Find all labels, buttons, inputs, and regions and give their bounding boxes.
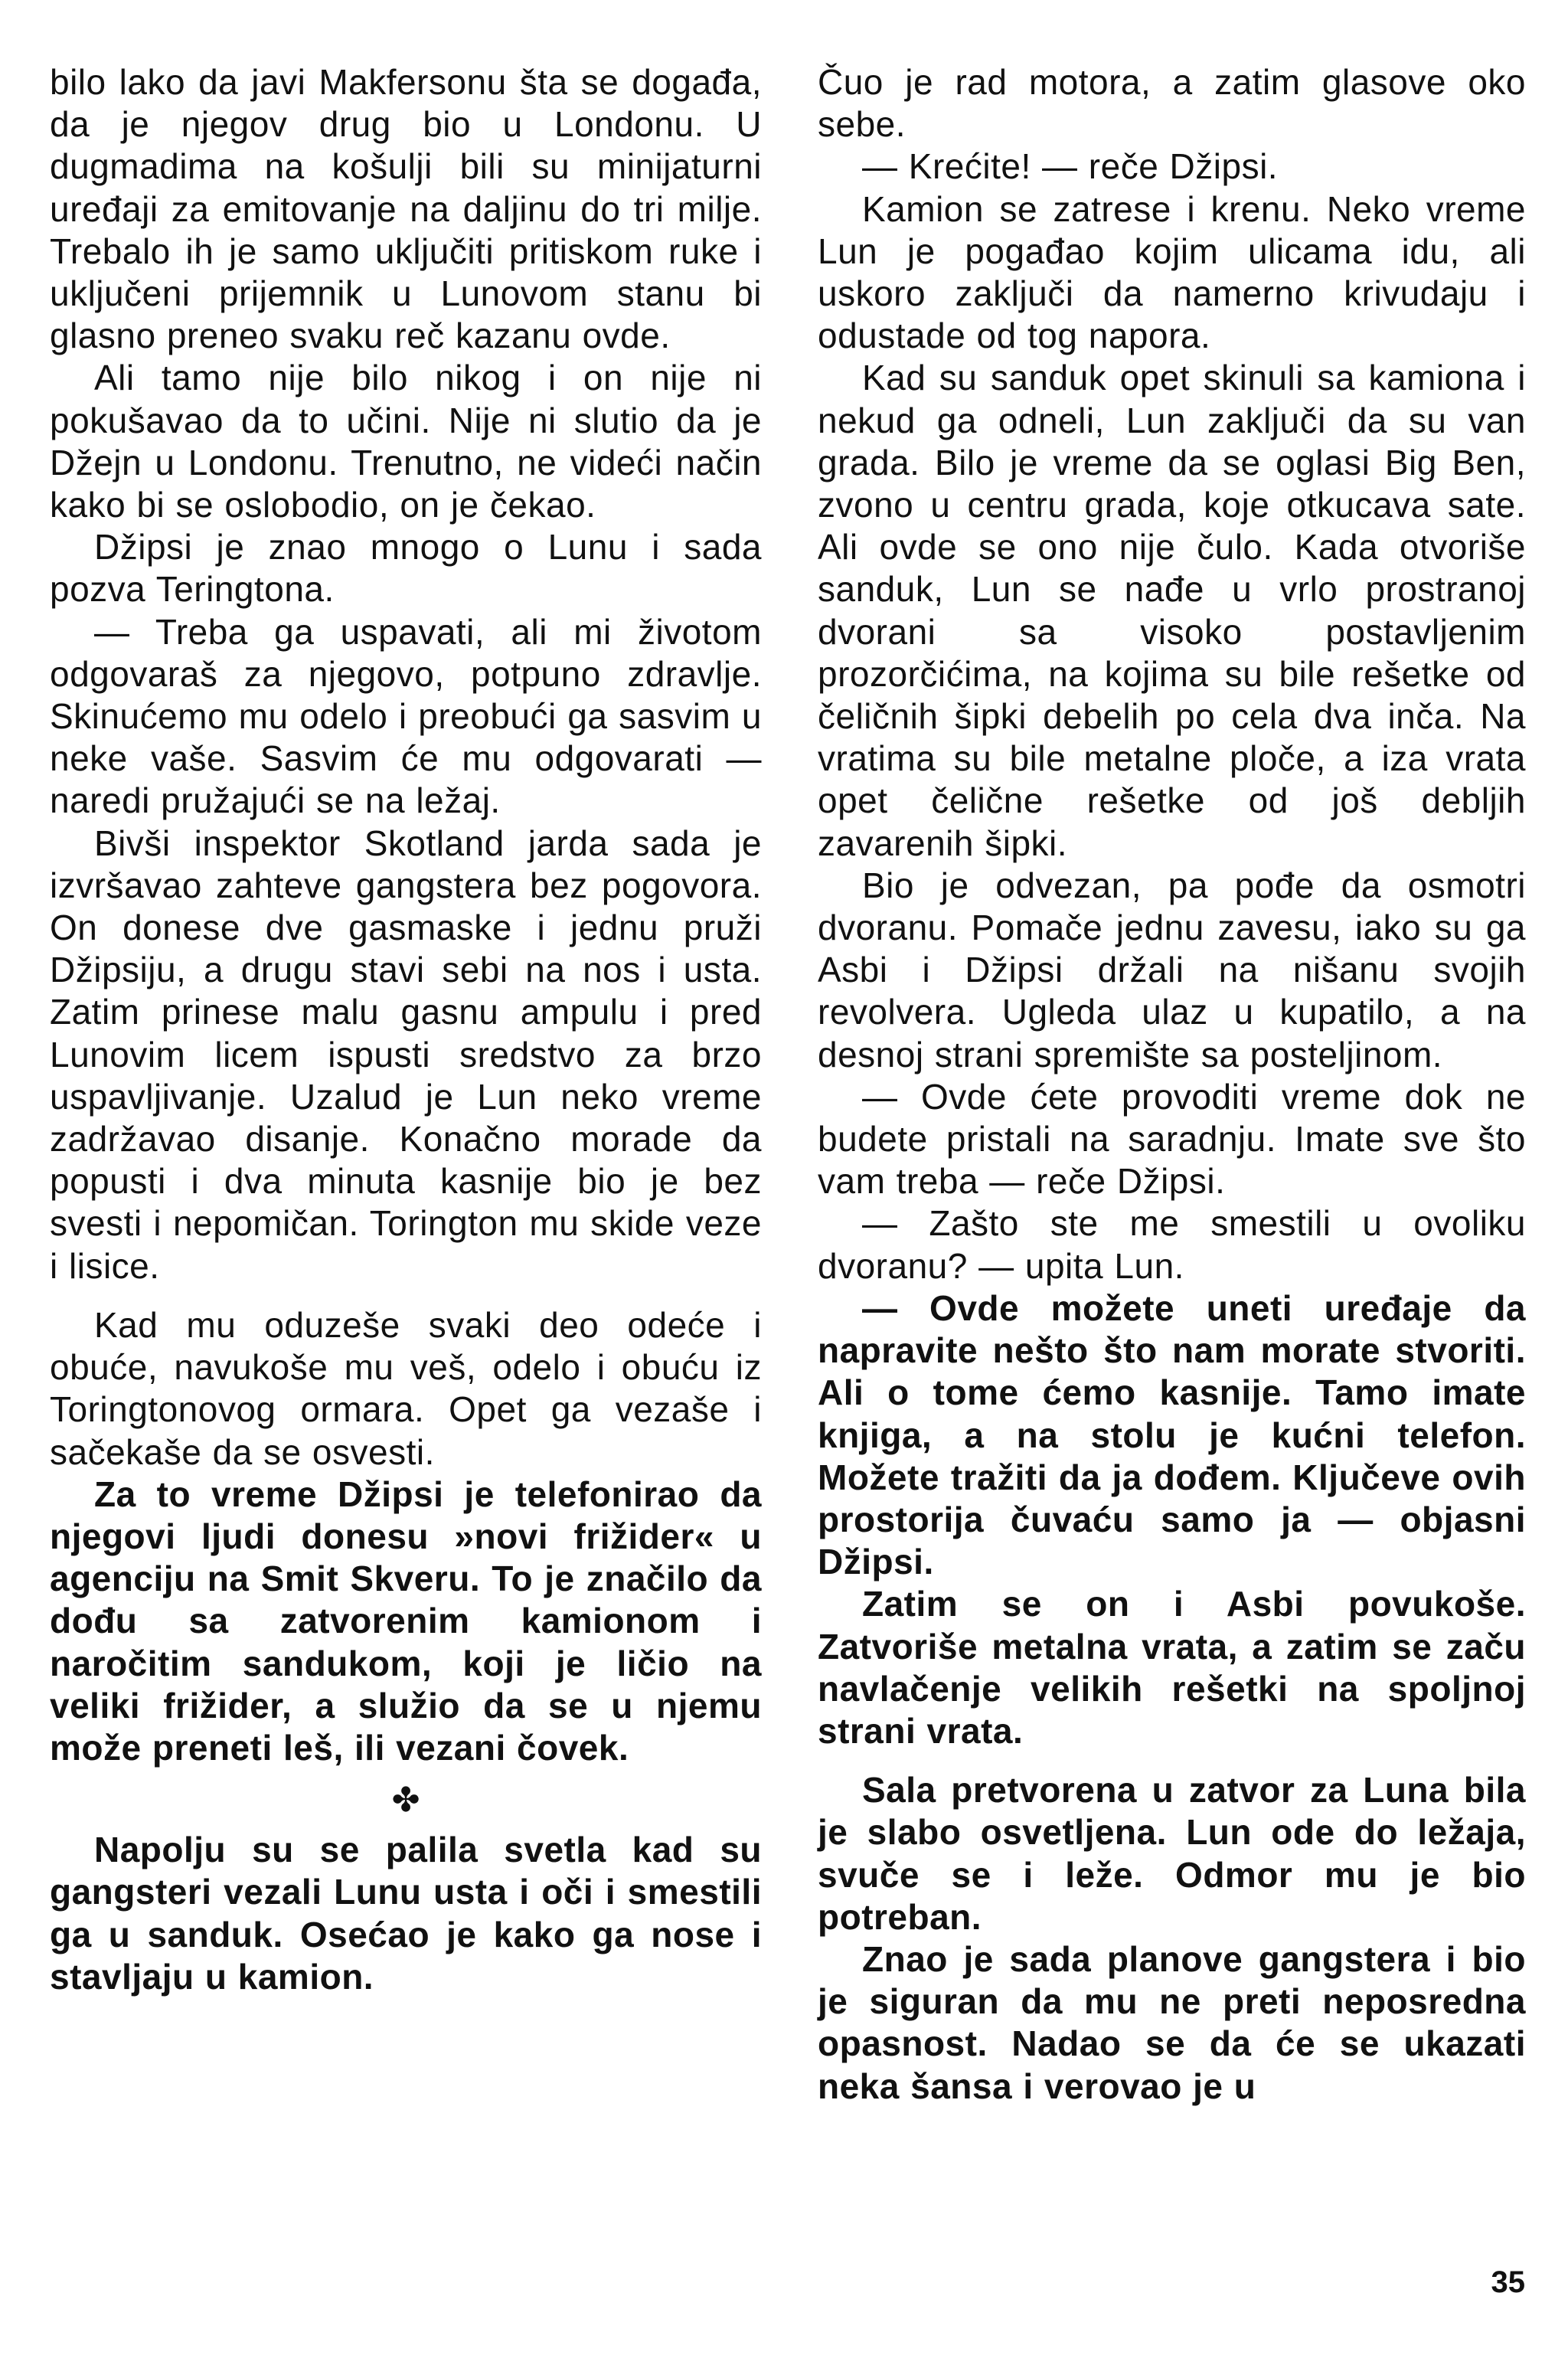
paragraph: Za to vreme Džipsi je telefonirao da njegovi ljudi donesu »novi frižider« u agenciju na Smit Skveru. To je značilo da dođu sa zatvorenim kamionom i naročitim sandukom, koji je ličio na veliki frižider, a služio da se u njemu može preneti leš, ili vezani čovek. [50, 1474, 762, 1768]
paragraph: Zatim se on i Asbi povukoše. Zatvoriše metalna vrata, a zatim se začu navlačenje velikih rešetki na spoljnoj strani vrata. [818, 1584, 1526, 1751]
paragraph: — Krećite! — reče Džipsi. [862, 146, 1279, 187]
paragraph: Kamion se zatrese i krenu. Neko vreme Lun je pogađao kojim ulicama idu, ali uskoro zaključi da namerno krivudaju i odustade od tog napora. [818, 188, 1526, 356]
paragraph: Bio je odvezan, pa pođe da osmotri dvoranu. Pomače jednu zavesu, iako su ga Asbi i Džipsi držali na nišanu svojih revolvera. Ugleda ulaz u kupatilo, a na desnoj strani spremište sa posteljinom. [818, 865, 1526, 1075]
paragraph: — Zašto ste me smestili u ovoliku dvoranu? — upita Lun. [818, 1203, 1526, 1286]
right-column [818, 61, 1526, 2108]
paragraph: Džipsi je znao mnogo o Lunu i sada pozva Teringtona. [50, 527, 762, 610]
paragraph: — Ovde možete uneti uređaje da napravite nešto što nam morate stvoriti. Ali o tome ćemo kasnije. Tamo imate knjiga, a na stolu je kućni telefon. Možete tražiti da ja dođem. Ključeve ovih prostorija čuvaću samo ja — objasni Džipsi. [818, 1287, 1526, 1582]
paragraph: — Treba ga uspavati, ali mi životom odgovaraš za njegovo, potpuno zdravlje. Skinućemo mu odelo i preobući ga sasvim u neke vaše. Sasvim će mu odgovarati — naredi pružajući se na ležaj. [50, 611, 762, 821]
paragraph: Ali tamo nije bilo nikog i on nije ni pokušavao da to učini. Nije ni slutio da je Džejn u Londonu. Trenutno, ne videći način kako bi se oslobodio, on je čekao. [50, 358, 762, 525]
paragraph: Kad su sanduk opet skinuli sa kamiona i nekud ga odneli, Lun zaključi da su van grada. Bilo je vreme da se oglasi Big Ben, zvono u centru grada, koje otkucava sate. Ali ovde se ono nije čulo. Kada otvoriše sanduk, Lun se nađe u vrlo prostranoj dvorani sa visoko postavljenim prozorčićima, na kojima su bile rešetke od čeličnih šipki debelih po cela dva inča. Na vratima su bile metalne ploče, a iza vrata opet čelične rešetke od još debljih zavarenih šipki. [818, 358, 1526, 863]
paragraph: Čuo je rad motora, a zatim glasove oko sebe. [818, 62, 1526, 145]
paragraph: bilo lako da javi Makfersonu šta se događa, da je njegov drug bio u Londonu. U dugmadima na košulji bili su minijaturni uređaji za emitovanje na daljinu do tri milje. Trebalo ih je samo uključiti pritiskom ruke i uključeni prijemnik u Lunovom stanu bi glasno preneo svaku reč kazanu ovde. [50, 62, 762, 356]
paragraph: Znao je sada planove gangstera i bio je siguran da mu ne preti neposredna opasnost. Nadao se da će se ukazati neka šansa i verovao je u [818, 1938, 1526, 2106]
section-separator-icon: ✤ [391, 1781, 420, 1820]
left-column [50, 61, 762, 1998]
paragraph: Kad mu oduzeše svaki deo odeće i obuće, navukoše mu veš, odelo i obuću iz Toringtonovog ormara. Opet ga vezaše i sačekaše da se osvesti. [50, 1304, 762, 1472]
paragraph: Sala pretvorena u zatvor za Luna bila je slabo osvetljena. Lun ode do ležaja, svuče se i leže. Odmor mu je bio potreban. [818, 1770, 1526, 1937]
paragraph: — Ovde ćete provoditi vreme dok ne budete pristali na saradnju. Imate sve što vam treba — reče Džipsi. [818, 1076, 1526, 1202]
paragraph: Napolju su se palila svetla kad su gangsteri vezali Lunu usta i oči i smestili ga u sanduk. Osećao je kako ga nose i stavljaju u kamion. [50, 1830, 762, 1997]
page-number: 35 [1491, 2265, 1525, 2299]
paragraph: Bivši inspektor Skotland jarda sada je izvršavao zahteve gangstera bez pogovora. On donese dve gasmaske i jednu pruži Džipsiju, a drugu stavi sebi na nos i usta. Zatim prinese malu gasnu ampulu i pred Lunovim licem ispusti sredstvo za brzo uspavljivanje. Uzalud je Lun neko vreme zadržavao disanje. Konačno morade da popusti i dva minuta kasnije bio je bez svesti i nepomičan. Torington mu skide veze i lisice. [50, 823, 762, 1286]
